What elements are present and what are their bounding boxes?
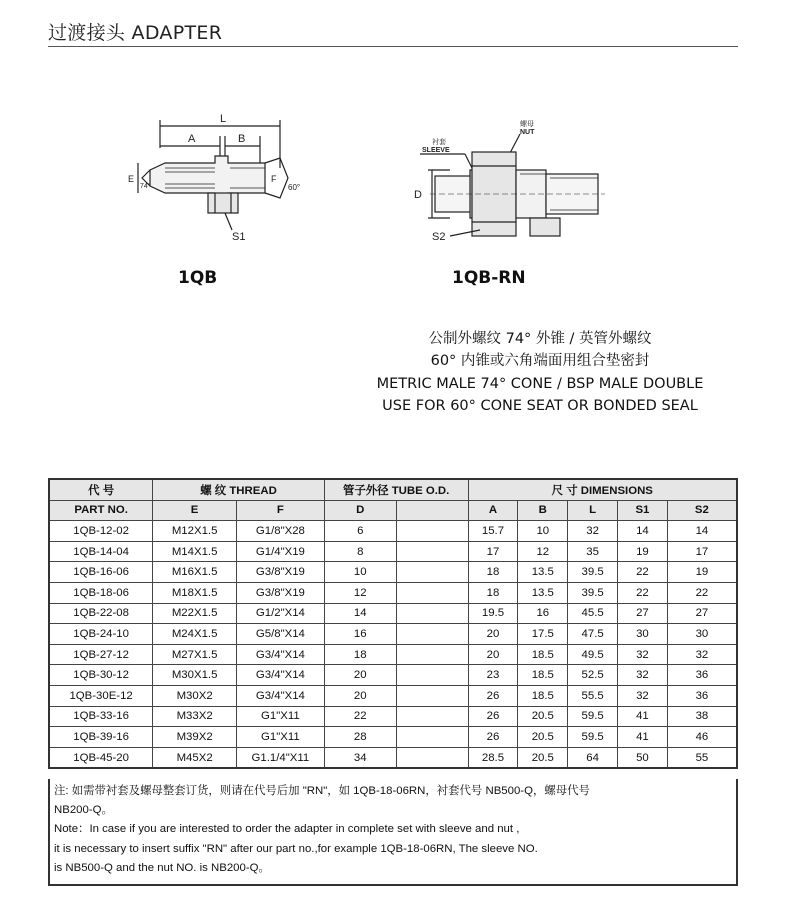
- table-cell: 55: [667, 747, 737, 768]
- table-cell: 32: [618, 644, 668, 665]
- table-cell: 22: [618, 582, 668, 603]
- table-cell: 36: [667, 665, 737, 686]
- table-cell: 26: [468, 685, 518, 706]
- table-cell: 30: [618, 624, 668, 645]
- table-cell: 38: [667, 706, 737, 727]
- table-cell: 17.5: [518, 624, 568, 645]
- angle-74-label: 74°: [140, 183, 151, 190]
- table-cell: 1QB-30E-12: [49, 685, 153, 706]
- table-cell: 20.5: [518, 747, 568, 768]
- adapter-1qb-rn-drawing: [410, 118, 610, 248]
- table-cell: 17: [468, 541, 518, 562]
- table-cell: 55.5: [568, 685, 618, 706]
- note-en-2: it is necessary to insert suffix "RN" after our part no.,for example 1QB-18-06RN, The sleeve NO.: [54, 842, 538, 855]
- column-header: E: [153, 500, 237, 521]
- table-cell: 1QB-18-06: [49, 582, 153, 603]
- table-cell: G3/4"X14: [236, 685, 324, 706]
- nut-label-cn: 螺母: [520, 120, 534, 128]
- table-cell: G1.1/4"X11: [236, 747, 324, 768]
- page-title: 过渡接头 ADAPTER: [48, 22, 223, 44]
- angle-60-label: 60°: [288, 183, 301, 192]
- table-cell: 52.5: [568, 665, 618, 686]
- table-cell: G3/4"X14: [236, 644, 324, 665]
- table-row: [49, 706, 737, 727]
- column-header: PART NO.: [49, 500, 153, 521]
- table-cell: 13.5: [518, 582, 568, 603]
- column-header: B: [518, 500, 568, 521]
- table-cell: G3/8"X19: [236, 562, 324, 583]
- title-divider: [48, 46, 738, 47]
- adapter-1qb-drawing: [120, 108, 320, 248]
- table-cell: 20: [468, 644, 518, 665]
- dim-label-e: E: [128, 174, 135, 184]
- table-cell: M16X1.5: [153, 562, 237, 583]
- note-en-1: Note：In case if you are interested to order the adapter in complete set with sleeve and nut ,: [54, 823, 520, 836]
- table-cell: 1QB-33-16: [49, 706, 153, 727]
- description-en-1: METRIC MALE 74° CONE / BSP MALE DOUBLE: [376, 376, 704, 392]
- table-cell: 17: [667, 541, 737, 562]
- dim-label-d: D: [414, 189, 422, 201]
- table-cell: 39.5: [568, 582, 618, 603]
- table-cell: 6: [324, 521, 396, 542]
- table-cell: 18: [324, 644, 396, 665]
- nut-label-en: NUT: [520, 129, 535, 136]
- table-cell: 28.5: [468, 747, 518, 768]
- table-cell: 1QB-39-16: [49, 727, 153, 748]
- table-cell: 22: [618, 562, 668, 583]
- dim-label-a: A: [188, 133, 196, 145]
- table-cell: 12: [324, 582, 396, 603]
- table-cell: 47.5: [568, 624, 618, 645]
- table-cell: [396, 706, 468, 727]
- table-column-header-row: [49, 500, 737, 521]
- table-cell: 15.7: [468, 521, 518, 542]
- table-row: [49, 582, 737, 603]
- table-cell: 32: [667, 644, 737, 665]
- table-cell: 1QB-27-12: [49, 644, 153, 665]
- table-cell: [396, 521, 468, 542]
- table-cell: 1QB-24-10: [49, 624, 153, 645]
- header-thread: 螺 纹 THREAD: [153, 479, 325, 500]
- table-cell: [396, 747, 468, 768]
- table-cell: 1QB-14-04: [49, 541, 153, 562]
- table-cell: 32: [568, 521, 618, 542]
- table-cell: 59.5: [568, 727, 618, 748]
- table-cell: 19: [618, 541, 668, 562]
- column-header: D: [324, 500, 396, 521]
- table-cell: M33X2: [153, 706, 237, 727]
- table-row: [49, 665, 737, 686]
- column-header: F: [236, 500, 324, 521]
- table-cell: 41: [618, 727, 668, 748]
- table-cell: 27: [667, 603, 737, 624]
- table-cell: 49.5: [568, 644, 618, 665]
- order-notes: [48, 779, 738, 886]
- table-cell: M39X2: [153, 727, 237, 748]
- table-cell: M27X1.5: [153, 644, 237, 665]
- table-cell: M30X2: [153, 685, 237, 706]
- table-cell: 1QB-12-02: [49, 521, 153, 542]
- table-cell: [396, 603, 468, 624]
- table-cell: 18: [468, 582, 518, 603]
- table-cell: 18.5: [518, 685, 568, 706]
- description-en-2: USE FOR 60° CONE SEAT OR BONDED SEAL: [382, 398, 698, 414]
- sleeve-label-en: SLEEVE: [422, 147, 450, 154]
- table-cell: 20: [324, 685, 396, 706]
- table-cell: 36: [667, 685, 737, 706]
- table-cell: 26: [468, 706, 518, 727]
- table-cell: G1"X11: [236, 727, 324, 748]
- table-row: [49, 541, 737, 562]
- table-cell: 32: [618, 685, 668, 706]
- header-tube: 管子外径 TUBE O.D.: [324, 479, 468, 500]
- table-cell: 19.5: [468, 603, 518, 624]
- table-cell: 22: [324, 706, 396, 727]
- table-cell: M22X1.5: [153, 603, 237, 624]
- table-cell: 32: [618, 665, 668, 686]
- column-header: S2: [667, 500, 737, 521]
- dim-label-s1: S1: [232, 231, 246, 243]
- table-cell: 18.5: [518, 644, 568, 665]
- dim-label-s2: S2: [432, 231, 446, 243]
- table-cell: 8: [324, 541, 396, 562]
- dim-label-b: B: [238, 133, 246, 145]
- table-cell: G1/2"X14: [236, 603, 324, 624]
- table-cell: 64: [568, 747, 618, 768]
- table-cell: M45X2: [153, 747, 237, 768]
- table-row: [49, 747, 737, 768]
- table-cell: 39.5: [568, 562, 618, 583]
- table-cell: M24X1.5: [153, 624, 237, 645]
- dim-label-f: F: [271, 174, 277, 184]
- table-group-header-row: [49, 479, 737, 500]
- table-cell: G3/4"X14: [236, 665, 324, 686]
- table-cell: [396, 541, 468, 562]
- table-cell: M12X1.5: [153, 521, 237, 542]
- table-cell: 59.5: [568, 706, 618, 727]
- table-cell: 28: [324, 727, 396, 748]
- table-cell: G3/8"X19: [236, 582, 324, 603]
- table-row: [49, 727, 737, 748]
- table-row: [49, 624, 737, 645]
- table-cell: M14X1.5: [153, 541, 237, 562]
- table-cell: 1QB-30-12: [49, 665, 153, 686]
- description-cn-1: 公制外螺纹 74° 外锥 / 英管外螺纹: [428, 331, 652, 347]
- note-en-3: is NB500-Q and the nut NO. is NB200-Q。: [54, 861, 270, 874]
- model-label-1qb-rn: 1QB-RN: [452, 268, 526, 288]
- table-cell: G1"X11: [236, 706, 324, 727]
- table-cell: 35: [568, 541, 618, 562]
- note-cn-1: 注: 如需带衬套及螺母整套订货，则请在代号后加 "RN"，如 1QB-18-06RN，衬套代号 NB500-Q，螺母代号: [54, 785, 590, 797]
- table-row: [49, 562, 737, 583]
- column-header: S1: [618, 500, 668, 521]
- table-cell: [396, 562, 468, 583]
- table-cell: G5/8"X14: [236, 624, 324, 645]
- column-header: [396, 500, 468, 521]
- table-cell: [396, 685, 468, 706]
- table-cell: M18X1.5: [153, 582, 237, 603]
- table-cell: M30X1.5: [153, 665, 237, 686]
- table-cell: 1QB-16-06: [49, 562, 153, 583]
- model-label-1qb: 1QB: [178, 268, 218, 288]
- header-code: 代 号: [49, 479, 153, 500]
- note-cn-2: NB200-Q。: [54, 804, 113, 817]
- table-cell: 50: [618, 747, 668, 768]
- table-cell: 16: [518, 603, 568, 624]
- table-cell: 13.5: [518, 562, 568, 583]
- table-cell: 20: [324, 665, 396, 686]
- table-cell: 18: [468, 562, 518, 583]
- table-cell: 20: [468, 624, 518, 645]
- table-cell: [396, 644, 468, 665]
- table-cell: 26: [468, 727, 518, 748]
- table-cell: G1/4"X19: [236, 541, 324, 562]
- table-cell: 41: [618, 706, 668, 727]
- header-dimensions: 尺 寸 DIMENSIONS: [468, 479, 737, 500]
- table-cell: 30: [667, 624, 737, 645]
- table-cell: G1/8"X28: [236, 521, 324, 542]
- dim-label-l: L: [220, 113, 227, 125]
- sleeve-label-cn: 衬套: [432, 138, 446, 146]
- table-cell: 18.5: [518, 665, 568, 686]
- table-cell: 34: [324, 747, 396, 768]
- table-row: [49, 521, 737, 542]
- table-cell: [396, 582, 468, 603]
- table-cell: 14: [618, 521, 668, 542]
- column-header: L: [568, 500, 618, 521]
- table-row: [49, 603, 737, 624]
- table-cell: 14: [324, 603, 396, 624]
- description-cn-2: 60° 内锥或六角端面用组合垫密封: [430, 353, 650, 369]
- table-cell: [396, 727, 468, 748]
- table-cell: 22: [667, 582, 737, 603]
- table-cell: 10: [518, 521, 568, 542]
- table-cell: [396, 624, 468, 645]
- table-row: [49, 685, 737, 706]
- table-cell: 45.5: [568, 603, 618, 624]
- table-cell: 1QB-22-08: [49, 603, 153, 624]
- spec-table: [48, 478, 738, 769]
- table-cell: [396, 665, 468, 686]
- table-cell: 12: [518, 541, 568, 562]
- table-cell: 20.5: [518, 727, 568, 748]
- table-cell: 20.5: [518, 706, 568, 727]
- column-header: A: [468, 500, 518, 521]
- table-cell: 16: [324, 624, 396, 645]
- table-cell: 14: [667, 521, 737, 542]
- table-cell: 19: [667, 562, 737, 583]
- table-cell: 27: [618, 603, 668, 624]
- table-cell: 46: [667, 727, 737, 748]
- table-row: [49, 644, 737, 665]
- table-cell: 23: [468, 665, 518, 686]
- table-cell: 10: [324, 562, 396, 583]
- table-cell: 1QB-45-20: [49, 747, 153, 768]
